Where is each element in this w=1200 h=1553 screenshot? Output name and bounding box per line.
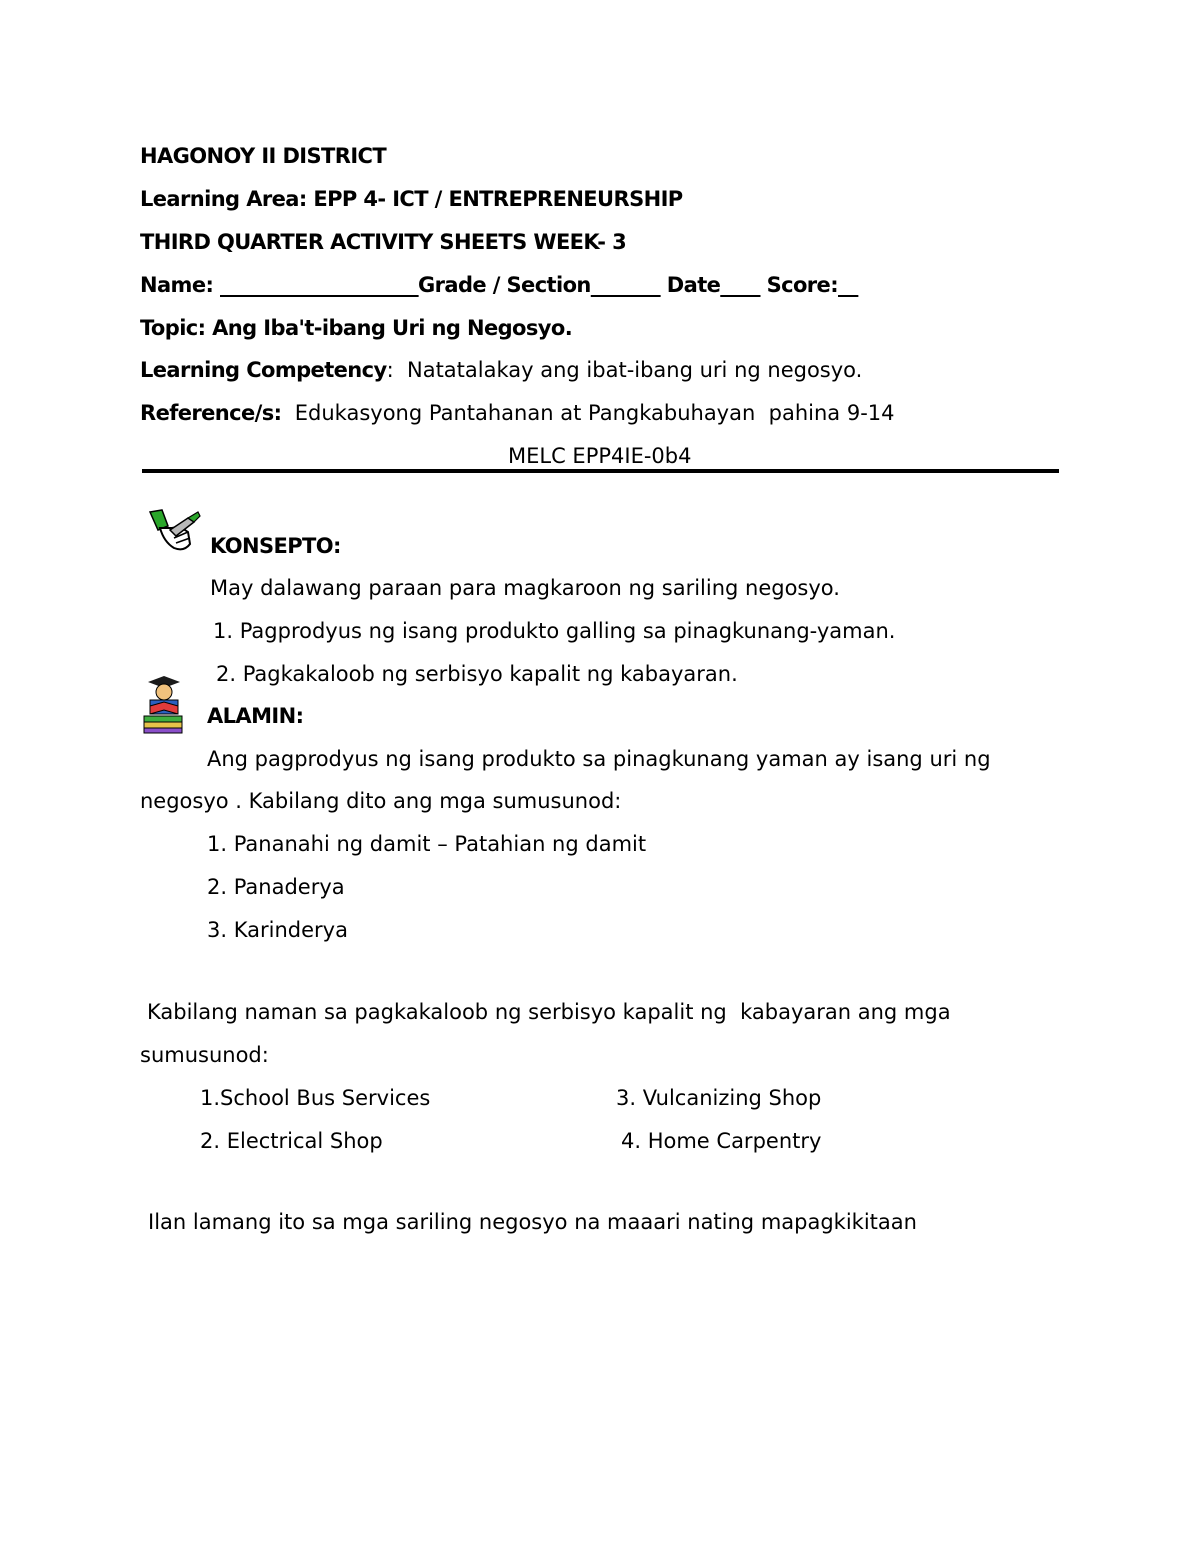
alamin-item-3: 3. Karinderya: [207, 918, 348, 942]
alamin-paragraph-line-2: negosyo . Kabilang dito ang mga sumusunod:: [140, 789, 622, 813]
name-label: Name:: [140, 273, 220, 297]
service-item-3: 3. Vulcanizing Shop: [616, 1086, 822, 1110]
reference-line: [140, 403, 895, 424]
topic-line: Topic: Ang Iba't-ibang Uri ng Negosyo.: [140, 316, 573, 340]
score-label: Score:: [759, 273, 838, 297]
alamin-heading: ALAMIN:: [207, 704, 304, 728]
date-label: Date: [660, 273, 721, 297]
konsepto-item-1: 1. Pagprodyus ng isang produkto galling sa pinagkunang-yaman.: [213, 619, 896, 643]
student-info-line: [140, 275, 858, 296]
reference-label: Reference/s:: [140, 401, 282, 425]
district-title: HAGONOY II DISTRICT: [140, 144, 387, 168]
hand-pencil-icon: [148, 508, 202, 554]
alamin-item-1: 1. Pananahi ng damit – Patahian ng damit: [207, 832, 647, 856]
quarter-title: THIRD QUARTER ACTIVITY SHEETS WEEK- 3: [140, 230, 627, 254]
grade-section-blank[interactable]: _______: [590, 273, 661, 297]
konsepto-intro: May dalawang paraan para magkaroon ng sariling negosyo.: [210, 576, 840, 600]
service-item-4: 4. Home Carpentry: [621, 1129, 822, 1153]
header-divider: [142, 469, 1059, 473]
service-item-2: 2. Electrical Shop: [200, 1129, 383, 1153]
competency-value: : Natatalakay ang ibat-ibang uri ng negosyo.: [386, 358, 863, 382]
score-blank[interactable]: __: [838, 273, 858, 297]
competency-label: Learning Competency: [140, 358, 387, 382]
konsepto-item-2: 2. Pagkakaloob ng serbisyo kapalit ng kabayaran.: [216, 662, 738, 686]
service-item-1: 1.School Bus Services: [200, 1086, 431, 1110]
closing-sentence: Ilan lamang ito sa mga sariling negosyo na maaari nating mapagkikitaan: [148, 1210, 917, 1234]
student-reading-icon: [140, 676, 186, 734]
grade-section-label: Grade / Section: [418, 273, 591, 297]
learning-area-line: [140, 189, 683, 210]
service-paragraph-line-1: Kabilang naman sa pagkakaloob ng serbisyo kapalit ng kabayaran ang mga: [147, 1000, 951, 1024]
konsepto-heading: KONSEPTO:: [210, 534, 341, 558]
melc-code: MELC EPP4IE-0b4: [508, 444, 692, 468]
learning-area-value: EPP 4- ICT / ENTREPRENEURSHIP: [306, 187, 683, 211]
service-paragraph-line-2: sumusunod:: [140, 1043, 269, 1067]
date-blank[interactable]: ____: [720, 273, 760, 297]
alamin-item-2: 2. Panaderya: [207, 875, 345, 899]
learning-area-label: Learning Area:: [140, 187, 307, 211]
name-blank[interactable]: ____________________: [219, 273, 418, 297]
reference-value: Edukasyong Pantahanan at Pangkabuhayan pahina 9-14: [281, 401, 895, 425]
competency-line: [140, 360, 862, 381]
alamin-paragraph-line-1: Ang pagprodyus ng isang produkto sa pinagkunang yaman ay isang uri ng: [207, 747, 991, 771]
